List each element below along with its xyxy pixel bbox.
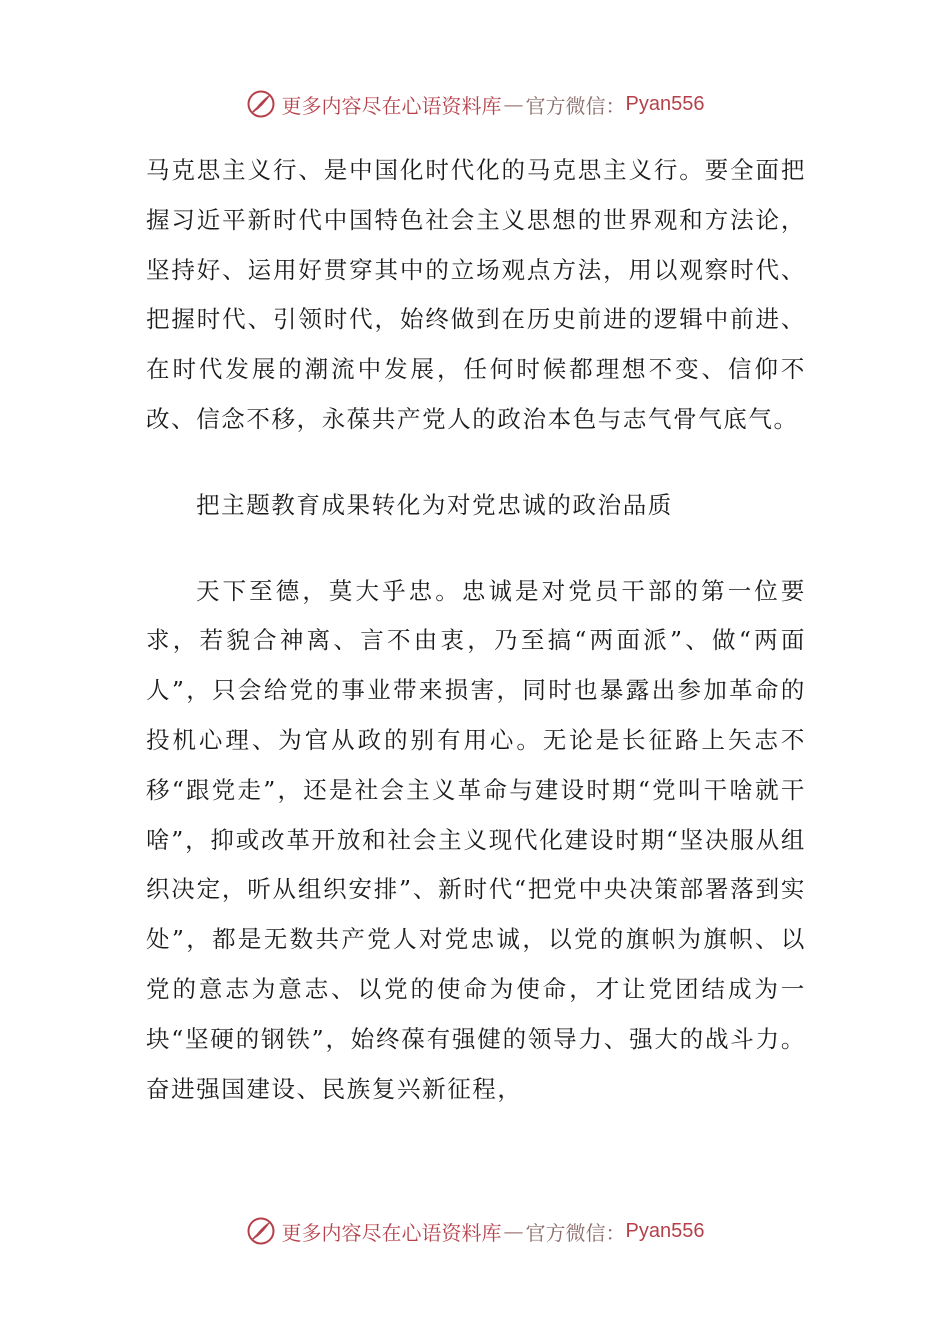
paragraph-2: 天下至德，莫大乎忠。忠诚是对党员干部的第一位要求，若貌合神离、言不由衷，乃至搞“两面派”、做“两面人”，只会给党的事业带来损害，同时也暴露出参加革命的投机心理、为官从政的别有用心。无论是长征路上矢志不移“跟党走”，还是社会主义革命与建设时期“党叫干啥就干啥”，抑或改革开放和社会主义现代化建设时期“坚决服从组织决定，听从组织安排”、新时代“把党中央决策部署落到实处”，都是无数共产党人对党忠诚，以党的旗帜为旗帜、以党的意志为意志、以党的使命为使命，才让党团结成为一块“坚硬的钢铁”，始终葆有强健的领导力、强大的战斗力。奋进强国建设、民族复兴新征程，	[146, 576, 806, 1103]
banner-wechat-id: Pyan556	[625, 92, 705, 115]
paragraph-1: 马克思主义行、是中国化时代化的马克思主义行。要全面把握习近平新时代中国特色社会主义思想的世界观和方法论，坚持好、运用好贯穿其中的立场观点方法，用以观察时代、把握时代、引领时代，始终做到在历史前进的逻辑中前进、在时代发展的潮流中发展，任何时候都理想不变、信仰不改、信念不移，永葆共产党人的政治本色与志气骨气底气。	[146, 156, 806, 433]
banner-label: 官方微信：	[525, 1220, 626, 1245]
quill-logo-icon	[246, 89, 276, 119]
section-heading: 把主题教育成果转化为对党忠诚的政治品质	[196, 490, 673, 519]
banner-wechat-id: Pyan556	[625, 1219, 705, 1242]
banner-dash: —	[503, 1219, 524, 1243]
quill-logo-icon	[246, 1216, 276, 1246]
banner-text: 更多内容尽在心语资料库	[281, 93, 502, 118]
header-watermark-banner	[0, 84, 950, 124]
footer-watermark-banner	[0, 1211, 950, 1251]
banner-label: 官方微信：	[525, 93, 626, 118]
document-body	[146, 146, 806, 1114]
banner-text: 更多内容尽在心语资料库	[281, 1220, 502, 1245]
banner-dash: —	[503, 92, 524, 116]
